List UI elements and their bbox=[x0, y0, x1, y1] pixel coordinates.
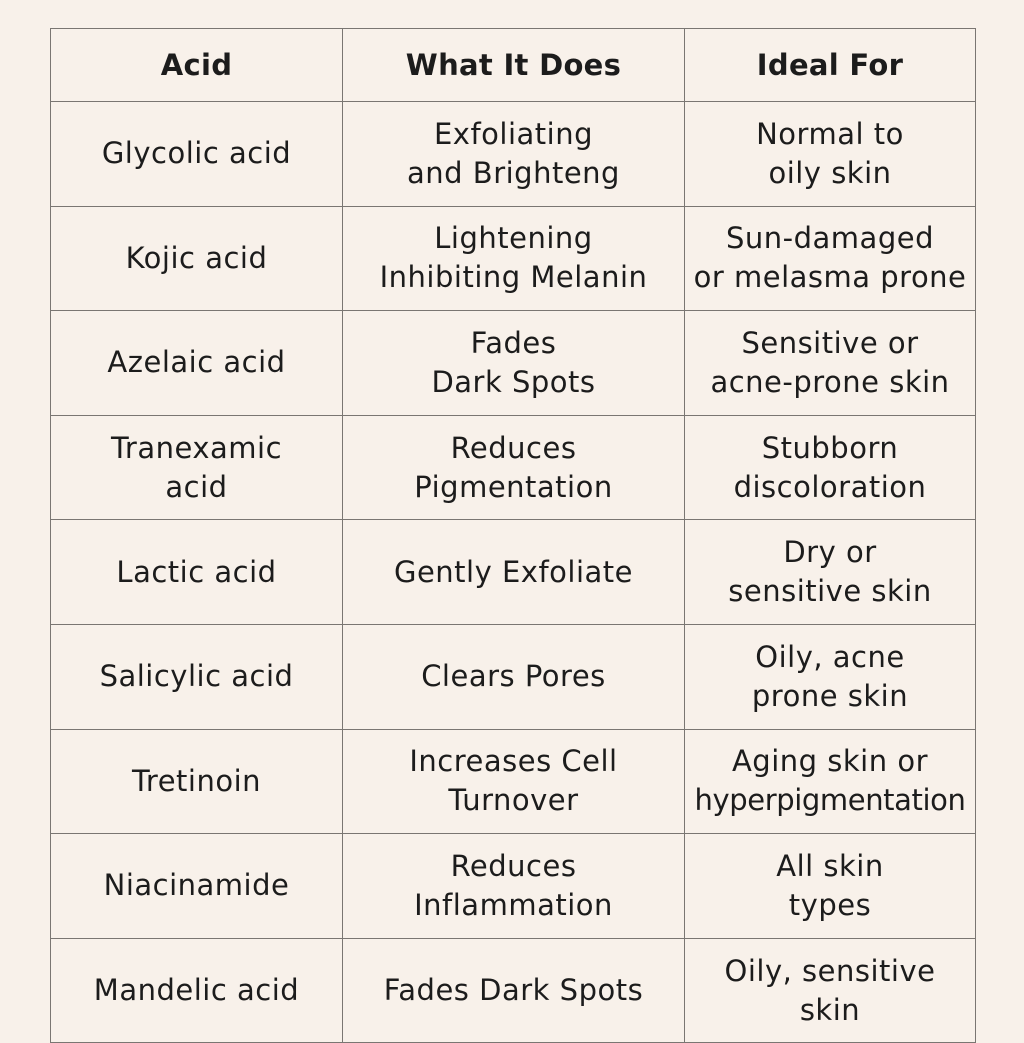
table-row bbox=[51, 415, 976, 520]
cell-what-it-does-line: Fades Dark Spots bbox=[383, 973, 644, 1008]
cell-what-it-does bbox=[343, 729, 685, 834]
table-row bbox=[51, 102, 976, 207]
cell-what-it-does-line: Inhibiting Melanin bbox=[379, 260, 648, 295]
header-acid: Acid bbox=[51, 29, 343, 102]
table-row bbox=[51, 938, 976, 1043]
table-row bbox=[51, 624, 976, 729]
cell-what-it-does-line: Fades bbox=[470, 325, 557, 360]
cell-ideal-for bbox=[685, 729, 976, 834]
cell-ideal-for-line: or melasma prone bbox=[693, 260, 967, 295]
cell-acid bbox=[51, 415, 343, 520]
table-row bbox=[51, 729, 976, 834]
cell-what-it-does-line: Inflammation bbox=[414, 887, 613, 922]
cell-ideal-for bbox=[685, 102, 976, 207]
cell-acid bbox=[51, 834, 343, 939]
cell-what-it-does bbox=[343, 415, 685, 520]
cell-what-it-does-line: Gently Exfoliate bbox=[393, 554, 634, 589]
header-what-it-does: What It Does bbox=[343, 29, 685, 102]
cell-ideal-for-line: Oily, sensitive bbox=[724, 953, 936, 988]
cell-ideal-for bbox=[685, 624, 976, 729]
cell-ideal-for-line: prone skin bbox=[751, 678, 909, 713]
cell-what-it-does bbox=[343, 624, 685, 729]
cell-acid-line: Mandelic acid bbox=[93, 973, 300, 1008]
cell-acid bbox=[51, 311, 343, 416]
cell-what-it-does-line: Exfoliating bbox=[433, 116, 594, 151]
cell-ideal-for-line: Stubborn bbox=[761, 430, 899, 465]
acid-comparison-table-container bbox=[50, 28, 975, 1043]
cell-acid bbox=[51, 729, 343, 834]
cell-ideal-for bbox=[685, 834, 976, 939]
table-row bbox=[51, 311, 976, 416]
cell-acid-line: Glycolic acid bbox=[101, 136, 292, 171]
cell-what-it-does bbox=[343, 834, 685, 939]
cell-what-it-does bbox=[343, 520, 685, 625]
cell-what-it-does-line: Reduces bbox=[450, 848, 577, 883]
cell-ideal-for-line: sensitive skin bbox=[728, 574, 932, 609]
cell-ideal-for-line: oily skin bbox=[768, 155, 892, 190]
table-row bbox=[51, 834, 976, 939]
cell-ideal-for-line: Sensitive or bbox=[741, 325, 919, 360]
cell-what-it-does-line: Dark Spots bbox=[431, 364, 596, 399]
cell-ideal-for-line: Normal to bbox=[756, 116, 904, 151]
cell-ideal-for-line: Dry or bbox=[783, 535, 877, 570]
cell-acid-line: Tretinoin bbox=[131, 763, 262, 798]
acid-comparison-table bbox=[50, 28, 976, 1043]
cell-acid-line: Tranexamic bbox=[110, 430, 283, 465]
cell-ideal-for-line: skin bbox=[799, 992, 861, 1027]
cell-ideal-for bbox=[685, 311, 976, 416]
cell-ideal-for-line: discoloration bbox=[733, 469, 927, 504]
table-row bbox=[51, 206, 976, 311]
cell-what-it-does-line: Lightening bbox=[434, 221, 593, 256]
cell-what-it-does bbox=[343, 102, 685, 207]
cell-ideal-for-line: Sun-damaged bbox=[726, 221, 934, 256]
cell-what-it-does bbox=[343, 938, 685, 1043]
cell-acid bbox=[51, 206, 343, 311]
cell-ideal-for bbox=[685, 206, 976, 311]
cell-ideal-for bbox=[685, 415, 976, 520]
header-ideal-for: Ideal For bbox=[685, 29, 976, 102]
cell-acid-line: Azelaic acid bbox=[107, 345, 286, 380]
cell-what-it-does-line: Increases Cell bbox=[409, 744, 618, 779]
table-row bbox=[51, 520, 976, 625]
cell-acid bbox=[51, 938, 343, 1043]
cell-acid bbox=[51, 102, 343, 207]
cell-what-it-does bbox=[343, 206, 685, 311]
cell-ideal-for-line: acne-prone skin bbox=[710, 364, 950, 399]
cell-ideal-for bbox=[685, 938, 976, 1043]
cell-acid bbox=[51, 624, 343, 729]
cell-ideal-for-line: types bbox=[788, 887, 872, 922]
cell-what-it-does-line: Clears Pores bbox=[421, 659, 606, 694]
cell-ideal-for bbox=[685, 520, 976, 625]
cell-acid-line: Kojic acid bbox=[125, 240, 268, 275]
cell-acid-line: Salicylic acid bbox=[99, 659, 294, 694]
cell-acid-line: Lactic acid bbox=[116, 554, 277, 589]
cell-ideal-for-line: All skin bbox=[776, 848, 884, 883]
cell-ideal-for-line: hyperpigmentation bbox=[694, 783, 966, 818]
cell-what-it-does-line: Turnover bbox=[448, 783, 579, 818]
cell-what-it-does-line: Reduces bbox=[450, 430, 577, 465]
cell-what-it-does bbox=[343, 311, 685, 416]
cell-ideal-for-line: Aging skin or bbox=[731, 744, 929, 779]
cell-what-it-does-line: Pigmentation bbox=[414, 469, 613, 504]
cell-ideal-for-line: Oily, acne bbox=[755, 639, 905, 674]
cell-what-it-does-line: and Brighteng bbox=[407, 155, 620, 190]
header-row bbox=[51, 29, 976, 102]
cell-acid-line: acid bbox=[165, 469, 228, 504]
cell-acid-line: Niacinamide bbox=[103, 868, 290, 903]
cell-acid bbox=[51, 520, 343, 625]
